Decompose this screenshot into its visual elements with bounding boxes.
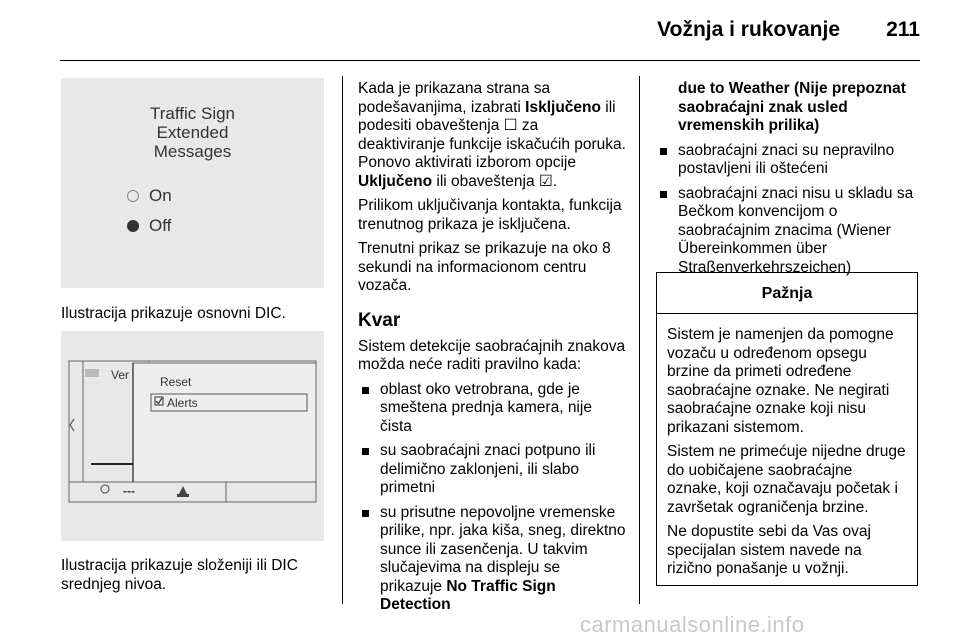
dic-mid-figure (61, 331, 324, 541)
tab-label: Ver (111, 368, 130, 382)
option-label: On (149, 186, 172, 205)
menu-item-reset: Reset (160, 375, 192, 389)
title-line: Messages (153, 142, 232, 161)
list-item: oblast oko vetrobrana, gde je smeštena prednja kamera, nije čista (358, 381, 626, 437)
figure2-caption (61, 557, 298, 594)
paragraph: Trenutni prikaz se prikazuje na oko 8 sekundi na informacionom centru vozača. (358, 240, 611, 294)
list-item: saobraćajni znaci nisu u skladu sa Bečkom konvencijom o saobraćajnim znacima (Wiener Übereinkommen über Straßenverkehrszeichen) (656, 185, 922, 278)
title-line: Extended (156, 123, 229, 142)
notice-title: Pažnja (657, 273, 917, 314)
paragraph: Ne dopustite sebi da Vas ovaj specijalan sistem navede na rizično ponašanje u vožnji. (667, 523, 871, 577)
paragraph: Sistem detekcije saobraćajnih znakova možda neće raditi pravilno kada: (358, 337, 626, 373)
page-number: 211 (886, 18, 920, 41)
footer-dashes: --- (123, 484, 135, 498)
paragraph: Sistem ne primećuje nijedne druge do uobičajene saobraćajne oznake, koji označavaju početak i završetak ograničenja brzine. (667, 443, 906, 516)
header-divider (60, 60, 920, 61)
column-divider (639, 76, 640, 604)
option-off (127, 216, 171, 236)
radio-selected-icon (127, 220, 139, 232)
list-item: su prisutne nepovoljne vremenske prilike, npr. jaka kiša, sneg, direktno sunce ili zasenčenja. U takvim slučajevima na displeju se prikazuje No Traffic Sign Detection (358, 504, 626, 615)
caption-line: Ilustracija prikazuje složeniji ili DIC (61, 557, 298, 574)
paragraph: Sistem je namenjen da pomogne vozaču u određenom opsegu brzine da primeti određene saobraćajne oznake. Ne negirati saobraćajne oznake koji nisu prikazani sistemom. (667, 326, 894, 436)
column-2-text (358, 80, 626, 621)
menu-item-alerts: Alerts (167, 396, 198, 410)
list-item: su saobraćajni znaci potpuno ili delimično zaklonjeni, ili slabo primetni (358, 442, 626, 498)
caption-line: srednjeg nivoa. (61, 575, 167, 593)
option-on (127, 186, 172, 206)
dic-basic-figure (61, 78, 324, 288)
figure1-caption: Ilustracija prikazuje osnovni DIC. (61, 305, 286, 322)
option-label: Off (149, 216, 172, 235)
watermark: carmanualsonline.info (580, 612, 805, 637)
radio-unselected-icon (127, 190, 139, 202)
title-line: Traffic Sign (149, 104, 236, 123)
section-title: Vožnja i rukovanje (657, 18, 840, 41)
list-item: saobraćajni znaci su nepravilno postavljeni ili oštećeni (656, 142, 922, 179)
continued-text: due to Weather (Nije prepoznat saobraćajni znak usled vremenskih prilika) (678, 80, 906, 134)
figure-screen-title (61, 104, 324, 161)
column-divider (342, 76, 343, 604)
paragraph: Prilikom uključivanja kontakta, funkcija trenutnog prikaza je isključena. (358, 197, 622, 233)
column-3-text (656, 80, 922, 283)
caution-notice (656, 272, 918, 586)
notice-body (657, 314, 917, 579)
paragraph: Kada je prikazana strana sa podešavanjima, izabrati Isključeno ili podesiti obaveštenja ☐ za deaktiviranje funkcije iskačućih poruka. Ponovo aktivirati izborom opcije Uključeno ili obaveštenja ☑. (358, 80, 626, 190)
section-heading: Kvar (358, 309, 401, 331)
dic-display-drawing (61, 331, 324, 541)
